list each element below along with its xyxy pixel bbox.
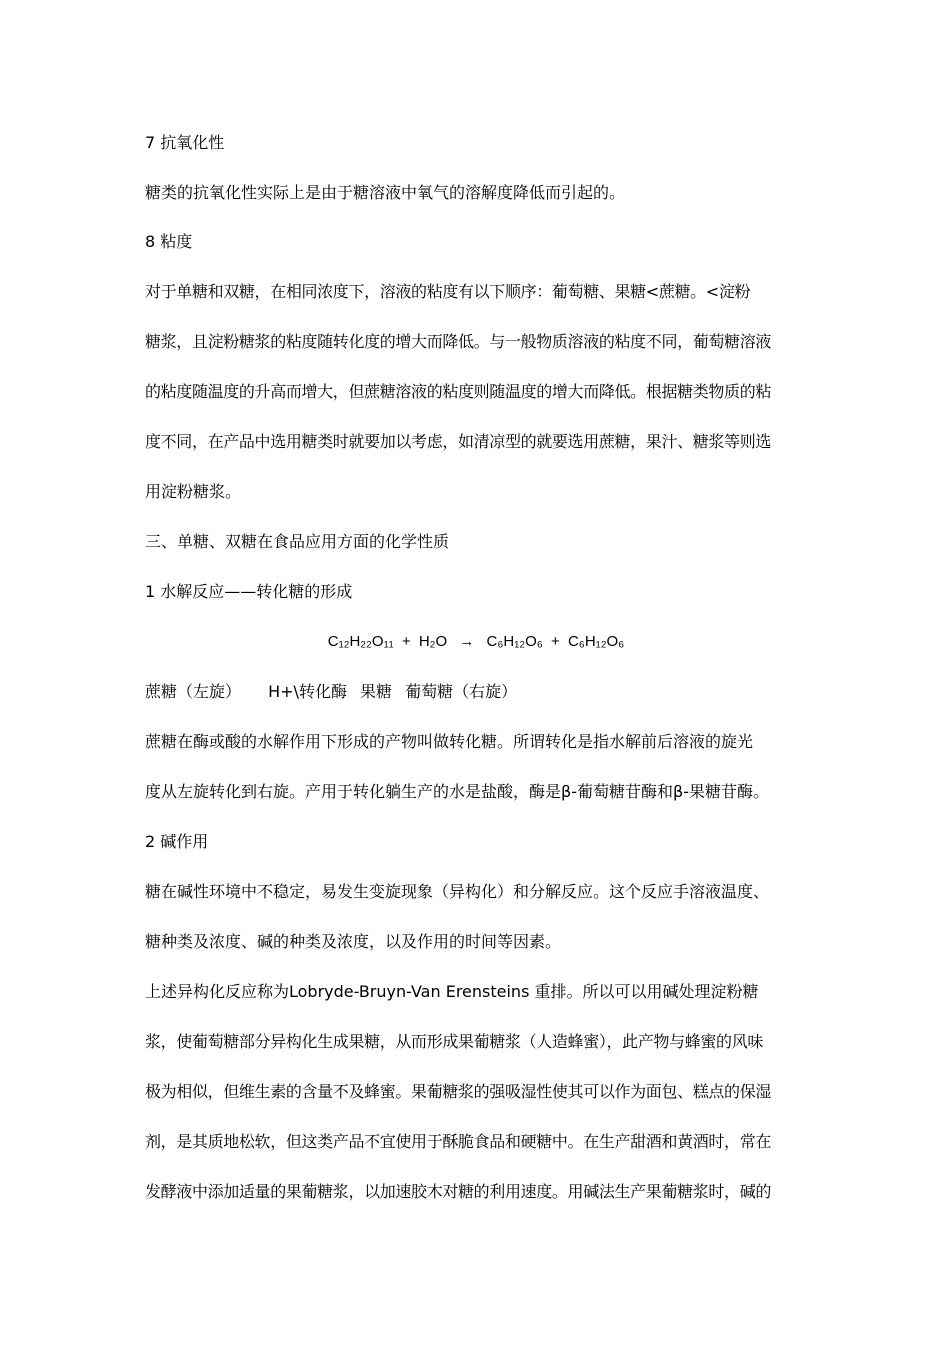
paragraph-line: 剂，是其质地松软，但这类产品不宜使用于酥脆食品和硬糖中。在生产甜酒和黄酒时，常在 — [145, 1132, 772, 1151]
paragraph-line: 上述异构化反应称为Lobryde-Bruyn-Van Erensteins 重排。所以可以用碱处理淀粉糖 — [145, 982, 759, 1001]
paragraph-line: 浆，使葡萄糖部分异构化生成果糖，从而形成果葡糖浆（人造蜂蜜），此产物与蜂蜜的风味 — [145, 1032, 764, 1051]
legend-fructose: 果糖 — [360, 682, 393, 701]
paragraph-line: 用淀粉糖浆。 — [145, 482, 242, 501]
paragraph-line: 极为相似，但维生素的含量不及蜂蜜。果葡糖浆的强吸湿性使其可以作为面包、糕点的保湿 — [145, 1082, 772, 1101]
equation-reactant-water: H₂O — [418, 633, 448, 650]
equation-product-glucose: C₆H₁₂O₆ — [567, 633, 625, 650]
equation-product-fructose: C₆H₁₂O₆ — [486, 633, 543, 650]
legend-catalyst: H+\转化酶 — [268, 682, 347, 701]
paragraph-line: 糖种类及浓度、碱的种类及浓度，以及作用的时间等因素。 — [145, 932, 562, 951]
paragraph-line: 发酵液中添加适量的果葡糖浆，以加速胶木对糖的利用速度。用碱法生产果葡糖浆时，碱的 — [145, 1182, 772, 1201]
paragraph-line: 蔗糖在酶或酸的水解作用下形成的产物叫做转化糖。所谓转化是指水解前后溶液的旋光 — [145, 732, 754, 751]
section-heading-antioxidation: 7 抗氧化性 — [145, 133, 225, 152]
paragraph-line: 度不同，在产品中选用糖类时就要加以考虑，如清凉型的就要选用蔗糖，果汁、糖浆等则选 — [145, 432, 772, 451]
legend-sucrose: 蔗糖（左旋） — [145, 682, 242, 701]
section-heading-hydrolysis: 1 水解反应——转化糖的形成 — [145, 582, 353, 601]
section-heading-viscosity: 8 粘度 — [145, 232, 193, 251]
paragraph-line: 对于单糖和双糖，在相同浓度下，溶液的粘度有以下顺序：葡萄糖、果糖<蔗糖。<淀粉 — [145, 282, 751, 301]
section-heading-alkali: 2 碱作用 — [145, 832, 209, 851]
chemical-equation — [0, 632, 952, 652]
legend-glucose: 葡萄糖（右旋） — [405, 682, 518, 701]
equation-arrow: → — [459, 633, 475, 650]
paragraph-line: 糖浆，且淀粉糖浆的粘度随转化度的增大而降低。与一般物质溶液的粘度不同，葡萄糖溶液 — [145, 332, 772, 351]
paragraph-line: 的粘度随温度的升高而增大，但蔗糖溶液的粘度则随温度的增大而降低。根据糖类物质的粘 — [145, 382, 772, 401]
chapter-heading: 三、单糖、双糖在食品应用方面的化学性质 — [145, 532, 450, 551]
equation-plus: + — [401, 633, 411, 650]
equation-legend — [145, 682, 517, 702]
equation-reactant-sucrose: C₁₂H₂₂O₁₁ — [327, 633, 394, 650]
paragraph-line: 度从左旋转化到右旋。产用于转化躺生产的水是盐酸，酶是β-葡萄糖苷酶和β-果糖苷酶。 — [145, 782, 769, 801]
paragraph-line: 糖类的抗氧化性实际上是由于糖溶液中氧气的溶解度降低而引起的。 — [145, 183, 626, 202]
equation-plus: + — [551, 633, 560, 650]
paragraph-line: 糖在碱性环境中不稳定，易发生变旋现象（异构化）和分解反应。这个反应手溶液温度、 — [145, 882, 770, 901]
